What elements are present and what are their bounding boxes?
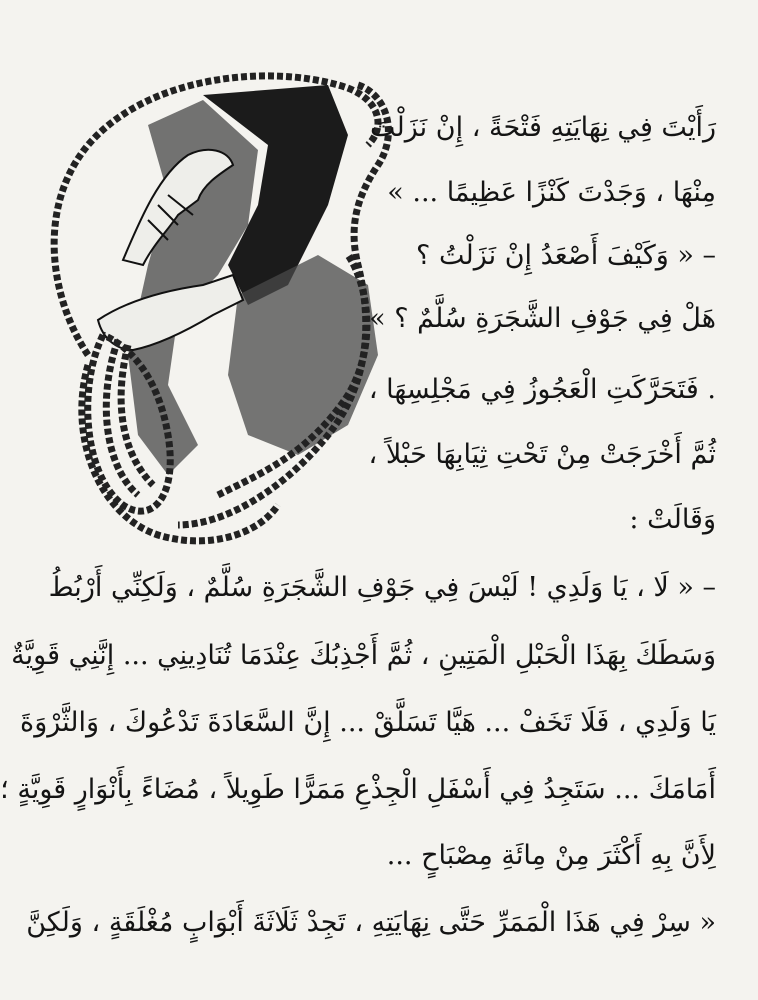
text-line-13: « سِرْ فِي هَذَا الْمَمَرِّ حَتَّى نِهَايَتِهِ ، تَجِدْ ثَلَاثَةَ أَبْوَابٍ مُغْلَقَةٍ ، وَلَكِنَّ [26, 907, 716, 938]
text-line-11: أَمَامَكَ ... سَتَجِدُ فِي أَسْفَلِ الْجِذْعِ مَمَرًّا طَوِيلاً ، مُضَاءً بِأَنْوَارٍ قَوِيَّةٍ ؛ [0, 774, 716, 805]
text-line-8: – « لَا ، يَا وَلَدِي ! لَيْسَ فِي جَوْفِ الشَّجَرَةِ سُلَّمٌ ، وَلَكِنِّي أَرْبُطُ [48, 572, 716, 603]
text-line-9: وَسَطَكَ بِهَذَا الْحَبْلِ الْمَتِينِ ، ثُمَّ أَجْذِبُكَ عِنْدَمَا تُنَادِينِي ... إِنَّنِي قَوِيَّةٌ [11, 640, 716, 671]
text-line-6: ثُمَّ أَخْرَجَتْ مِنْ تَحْتِ ثِيَابِهَا حَبْلاً ، [368, 439, 716, 470]
text-line-1: رَأَيْتَ فِي نِهَايَتِهِ فَتْحَةً ، إِنْ نَزَلْتَ [370, 112, 716, 143]
text-line-5: . فَتَحَرَّكَتِ الْعَجُوزُ فِي مَجْلِسِهَا ، [368, 374, 716, 405]
illustration-hand-with-rope [28, 55, 398, 555]
text-line-7: وَقَالَتْ : [629, 504, 716, 535]
text-line-2: مِنْهَا ، وَجَدْتَ كَنْزًا عَظِيمًا ... » [387, 177, 716, 208]
text-line-10: يَا وَلَدِي ، فَلَا تَخَفْ ... هَيَّا تَسَلَّقْ ... إِنَّ السَّعَادَةَ تَدْعُوكَ ، وَالثَّرْوَةَ [20, 707, 716, 738]
text-line-3: – « وَكَيْفَ أَصْعَدُ إِنْ نَزَلْتُ ؟ [416, 240, 716, 271]
text-line-4: هَلْ فِي جَوْفِ الشَّجَرَةِ سُلَّمٌ ؟ » [369, 303, 716, 334]
text-line-12: لِأَنَّ بِهِ أَكْثَرَ مِنْ مِائَةِ مِصْبَاحٍ ... [386, 840, 716, 871]
